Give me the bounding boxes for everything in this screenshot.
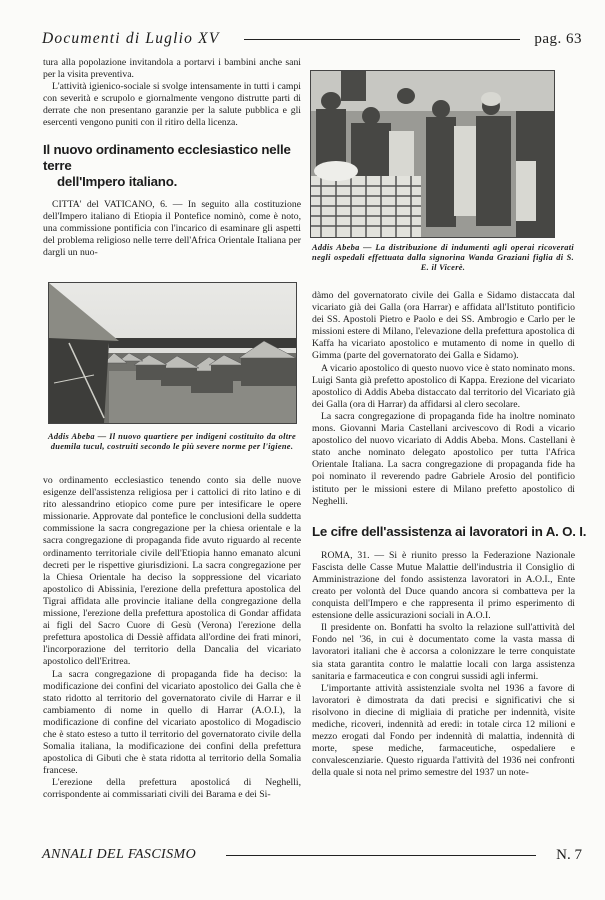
photo-caption-tucul: Addis Abeba — Il nuovo quartiere per indigeni costituito da oltre duemila tucul, costruiti secondo le più severe norme per l'igiene. xyxy=(48,432,296,451)
paragraph: L'attività igienico-sociale si svolge intensamente in tutti i campi con severità e scrupolo e giornalmente vengono distrutte parti di derrate che non presentano garanzie per la salute pubblica e gli esercenti vengono puniti con il ritiro della licenza. xyxy=(43,81,301,129)
paragraph: tura alla popolazione invitandola a portarvi i bambini anche sani per la visita preventiva. xyxy=(43,57,301,81)
paragraph: La sacra congregazione di propaganda fide ha inoltre nominato mons. Giovanni Maria Castellani arcivescovo di Rodi a vicario apostolico del nuovo vicariato di Addis Abeba. Mons. Castellani è stato anche nominato delegato apostolico per tutta l'Africa Orientale Italiana. La sacra congregazione di propaganda fide ha poi nominato il reverendo padre Gabriele Arosio del pontificio istituto per le missioni estere di Milano prefetto apostolico di Neghelli. xyxy=(312,410,575,507)
paragraph: vo ordinamento ecclesiastico tenendo conto sia delle nuove esigenze dell'assistenza religiosa per i cattolici di rito latino e di rito alessandrino etiopico come pure per intesificare le opere missionarie. Approvate dal pontefice le conclusioni della suddetta commissione la sacra congregazione per la chiesa orientale e la sacra congregazione di propaganda fide avuto riguardo al recente ordinamento territoriale civile dell'Etiopia hanno emanato alcuni decreti per le rispettive giurisdizioni. La sacra congregazione per la Chiesa Orientale ha deciso la soppressione del vicariato apostolico di Abissinia, l'erezione della prefettura apostolica del Tigrai affidata alle provincie italiane della congregazione della missione, l'erezione della prefettura apostolica di Gondar affidata ai figli del Sacro Cuore di Gesù (Verona) l'erezione della prefettura apostolica di Dessiè affidata all'ordine dei frati minori, l'incorporazione del territorio della Dancalia del vicariato apostolico dell'Eritrea. xyxy=(43,475,301,668)
paragraph: dàmo del governatorato civile dei Galla e Sidamo distaccata dal vicariato già dei Galla (ora Harrar) e affidata all'Istituto pontificio dei SS. Apostoli Pietro e Paolo e dei SS. Ambrogio e Carlo per le missioni estere di Milano, l'elevazione della prefettura apostolica di Kaffa ha vicariato apostolico e mutamento di nome in quello di Gimma (parte del governatorato dei Galla e Sidamo). xyxy=(312,290,575,362)
footer-rule xyxy=(226,855,536,856)
left-column-bottom xyxy=(43,475,301,802)
header-title: Documenti di Luglio XV xyxy=(42,30,220,47)
heading-line: dell'Impero italiano. xyxy=(57,173,178,189)
distribution-image xyxy=(311,71,554,237)
page-number: pag. 63 xyxy=(534,30,582,47)
huts-image xyxy=(49,283,296,423)
running-footer xyxy=(42,844,582,866)
header-rule xyxy=(244,39,521,40)
article-heading-assistenza: Le cifre dell'assistenza ai lavoratori in A. O. I. xyxy=(312,523,587,539)
article-heading-ecclesiastico xyxy=(43,142,301,190)
footer-title: ANNALI DEL FASCISMO xyxy=(42,847,197,862)
paragraph: ROMA, 31. — Si è riunito presso la Federazione Nazionale Fascista delle Casse Mutue Malattie dell'industria il Consiglio di Amministrazione del fondo assistenza lavoratori in A.O.I., Ente creato per volontà del Duce quando ancora si combatteva per la conquista dell'Impero e che rappresenta il primo esperimento di estensione delle assicurazioni sociali in A.O.I. xyxy=(312,549,575,622)
running-header xyxy=(42,28,582,50)
paragraph: A vicario apostolico di questo nuovo vice è stato nominato mons. Luigi Santa già prefetto apostolico di Kappa. Erezione del vicariato apostolico di Addis Abeba distaccato dal territorio del Vicariato già dei Galla (ora di Harrar) da affidarsi al clero secolare. xyxy=(312,362,575,410)
photo-distribution-clothes xyxy=(310,70,555,238)
left-column-top xyxy=(43,57,301,259)
paragraph: La sacra congregazione di propaganda fide ha deciso: la modificazione dei confini del vicariato apostolico dei Galla che è stato ridotto al territorio del governatorato civile di Harrar e il cambiamento di nome in quello di Harrar (A.O.I.), la modificazione di confine del vicariato apostolico di Mogadiscio che è stato esteso a tutto il territorio del governatorato civile della Somalia italiana, la modificazione dei confini della prefettura apostolica di Gibuti che è stata ridotta al territorio della Somalia francese. xyxy=(43,668,301,777)
right-column xyxy=(312,290,587,779)
paragraph: L'importante attività assistenziale svolta nel 1936 a favore di lavoratori è dimostrata da dati precisi e significativi che si risolvono in diecine di migliaia di pratiche per indennità, visite mediche, ricoveri, indennità ad eredi: in totale circa 12 milioni e mezzo erogati dal Fondo per indennità di malattia, indennità di morte, spese mediche, farmaceutiche, ospedaliere e convalescenziarie. Questo riguarda l'attività del 1936 nei confronti della quale si nota nel primo semestre del 1937 un note- xyxy=(312,682,575,779)
photo-caption-distribution: Addis Abeba — La distribuzione di indumenti agli operai ricoverati negli ospedali effettuata dalla signorina Wanda Graziani figlia di S. E. il Vicerè. xyxy=(312,243,574,272)
photo-tucul-quarter xyxy=(48,282,297,424)
paragraph: CITTA' del VATICANO, 6. — In seguito alla costituzione dell'Impero italiano di Etiopia il Pontefice nominò, come è noto, una commissione pontificia con l'incarico di esaminare gli aspetti del problema religioso nelle terre dell'Africa Orientale Italiana per dargli un nuo- xyxy=(43,198,301,258)
issue-number: N. 7 xyxy=(556,846,582,863)
paragraph: L'erezione della prefettura apostolicá di Neghelli, corrispondente ai commissariati civili dei Barama e dei Si- xyxy=(43,777,301,801)
paragraph: Il presidente on. Bonfatti ha svolto la relazione sull'attività del Fondo nel '36, in cui è documentato come la vasta massa di lavoratori italiani che è accorsa a colonizzare le terre conquistate sia stata garantita contro le malattie locali con larga assistenza sanitaria e farmaceutica e con congrui sussidi agli infermi. xyxy=(312,622,575,682)
heading-line: Il nuovo ordinamento ecclesiastico nelle terre xyxy=(43,141,291,173)
